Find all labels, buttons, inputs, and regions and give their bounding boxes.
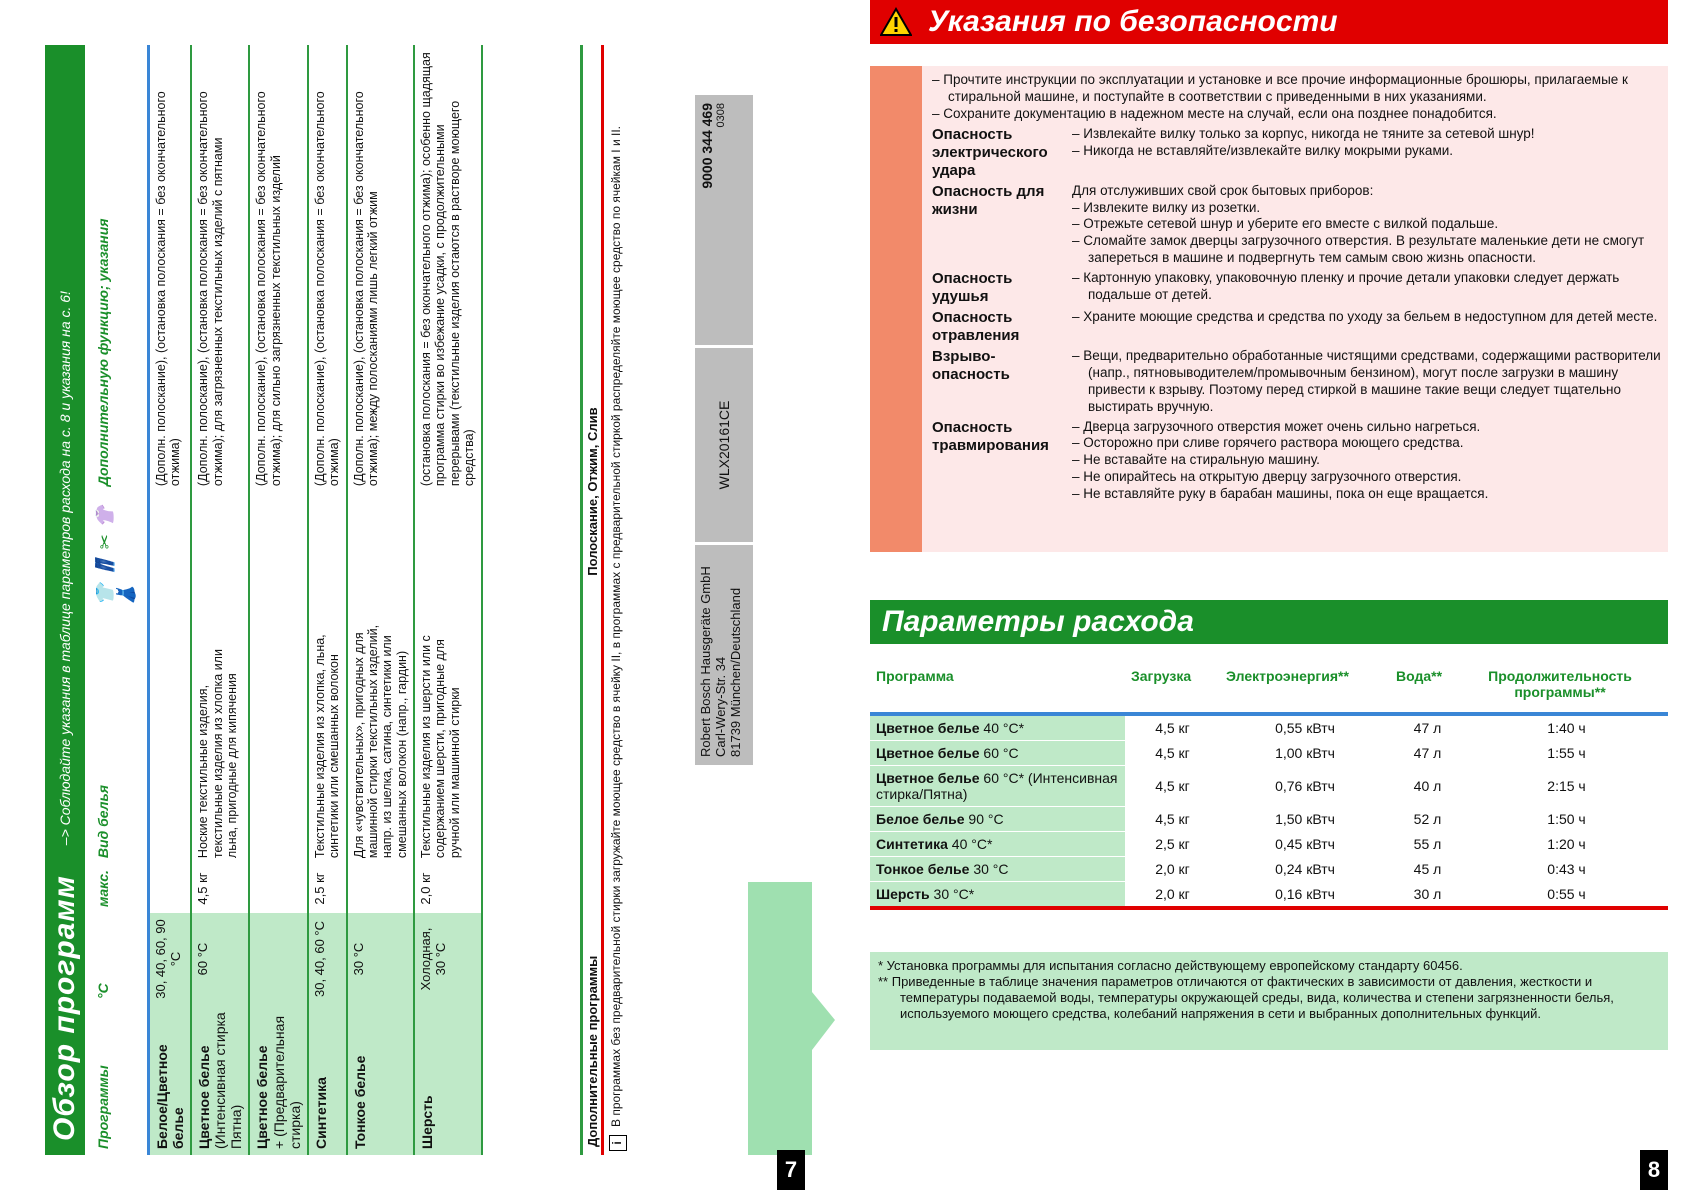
table-row: Белое белье 90 °C 4,5 кг 1,50 кВтч 52 л 1:50 ч xyxy=(870,807,1668,832)
table-row xyxy=(149,45,192,1155)
program-kind: Ноские текстильные изделия, текстильные изделия из хлопка или льна, пригодные для кипячения xyxy=(191,612,249,864)
hazard-block: Опасность удушья – Картонную упаковку, упаковочную пленку и прочие детали упаковки следует держать подальше от детей. xyxy=(932,270,1620,305)
program-kind: Текстильные изделия из шерсти или с содержанием шерсти, пригодные для ручной или машинной стирки xyxy=(414,612,482,864)
warning-icon xyxy=(880,7,912,37)
manufacturer-address: Robert Bosch Hausgeräte GmbH Carl-Wery-Str. 34 81739 München/Deutschland xyxy=(698,566,743,757)
col-func: Дополнительную функцию; указания xyxy=(85,45,149,492)
table-row: Цветное белье 40 °C* 4,5 кг 0,55 кВтч 47 л 1:40 ч xyxy=(870,714,1668,741)
safety-body xyxy=(870,66,1668,552)
col-duration: Продолжительность программы** xyxy=(1488,668,1632,700)
col-energy: Электроэнергия** xyxy=(1226,668,1349,684)
program-overview-table xyxy=(85,45,483,1155)
col-temp: °C xyxy=(85,913,149,1005)
program-temp: 60 °C xyxy=(191,913,249,1005)
program-name: Шерсть xyxy=(414,1005,482,1155)
hazard-block: Опасность для жизни Для отслуживших свой срок бытовых приборов: – Извлеките вилку из розетки. – Отрежьте сетевой шнур и уберите его вместе с вилкой подальше. – Сломайте замок дверцы загрузочного отверстия. В результате маленькие дети не смогут запереться в машине и подвергнуть тем самым свою жизнь опасности. xyxy=(932,182,1645,266)
program-name: Тонкое белье xyxy=(347,1005,415,1155)
program-kind xyxy=(249,612,307,864)
footnote: ** Приведенные в таблице значения параметров отличаются от фактических в зависимости от давления, жесткости и температуры подаваемой воды, температуры окружающей среды, вида, количества и степени загрязненности белья, используемого моющего средства, колебаний напряжения в сети и выбранных дополнительных функций. xyxy=(878,973,1614,1021)
document-code: 9000 344 469 0308 xyxy=(699,103,728,189)
table-row: Тонкое белье 30 °C 2,0 кг 0,24 кВтч 45 л 0:43 ч xyxy=(870,857,1668,882)
program-func: (Дополн. полоскание), (остановка полоскания = без окончательного отжима) xyxy=(308,45,347,492)
program-temp: 30, 40, 60 °C xyxy=(308,913,347,1005)
program-load: 2,0 кг xyxy=(414,864,482,913)
overview-header xyxy=(45,45,85,1155)
extra-programs-row xyxy=(580,45,604,1155)
overview-title: Обзор программ xyxy=(48,875,81,1141)
extra-programs-functions: Полоскание, Отжим, Слив xyxy=(584,407,600,576)
program-name: Цветное белье + (Предварительная стирка) xyxy=(249,1005,307,1155)
program-temp: 30 °C xyxy=(347,913,415,1005)
hazard-block: Опасность отравления – Храните моющие средства и средства по уходу за бельем в недоступном для детей месте. xyxy=(932,309,1658,344)
col-water: Вода** xyxy=(1396,668,1443,684)
table-row: Шерсть 30 °C* 2,0 кг 0,16 кВтч 30 л 0:55 ч xyxy=(870,882,1668,909)
params-title: Параметры расхода xyxy=(882,605,1194,638)
program-func: (Дополн. полоскание), (остановка полоскания = без окончательного отжима) xyxy=(149,45,192,492)
program-load xyxy=(149,864,192,913)
table-row xyxy=(347,45,415,1155)
program-name: Цветное белье (Интенсивная стирка Пятна) xyxy=(191,1005,249,1155)
table-row xyxy=(191,45,249,1155)
program-temp: Холодная, 30 °C xyxy=(414,913,482,1005)
overview-page xyxy=(45,45,845,1155)
footnotes xyxy=(870,952,1668,1050)
hazard-block: Опасность травмирования – Дверца загрузочного отверстия может очень сильно нагреться. – Осторожно при сливе горячего раствора моющего средства. – Не вставайте на стиральную машину. – Не опирайтесь на открытую дверцу загрузочного отверстия. – Не вставляйте руку в барабан машины, пока он еще вращается. xyxy=(932,418,1489,501)
col-program: Программы xyxy=(85,1005,149,1155)
program-load xyxy=(347,864,415,913)
program-func: (Дополн. полоскание), (остановка полоскания = без окончательного отжима); между полосканиями лишь легкий отжим xyxy=(347,45,415,492)
table-row: Цветное белье 60 °C 4,5 кг 1,00 кВтч 47 л 1:55 ч xyxy=(870,741,1668,766)
detergent-note-text: В программах без предварительной стирки загружайте моющее средство в ячейку II, в программах с предварительной стиркой распределяйте моющее средство по ячейкам I и II. xyxy=(609,126,623,1127)
program-temp xyxy=(249,913,307,1005)
program-func: (Дополн. полоскание), (остановка полоскания = без окончательного отжима); для загрязненных текстильных изделий с пятнами xyxy=(191,45,249,492)
table-row xyxy=(249,45,307,1155)
table-row: Синтетика 40 °C* 2,5 кг 0,45 кВтч 55 л 1:20 ч xyxy=(870,832,1668,857)
program-load xyxy=(249,864,307,913)
manufacturer-bar xyxy=(695,95,753,765)
overview-subtitle: –> Соблюдайте указания в таблице параметров расхода на с. 8 и указания на с. 6! xyxy=(57,291,73,846)
table-row xyxy=(414,45,482,1155)
params-column-headers xyxy=(870,668,1668,700)
detergent-note xyxy=(609,45,627,1155)
program-name: Белое/Цветное белье xyxy=(149,1005,192,1155)
col-load: макс. xyxy=(85,864,149,913)
program-kind: Текстильные изделия из хлопка, льна, синтетики или смешанных волокон xyxy=(308,612,347,864)
table-row: Цветное белье 60 °C* (Интенсивная стирка/Пятна) 4,5 кг 0,76 кВтч 40 л 2:15 ч xyxy=(870,766,1668,807)
program-func: (остановка полоскания = без окончательного отжима); особенно щадящая программа стирки во избежание усадки, с продолжительными перерывами (текстильные изделия остаются в растворе моющего средства) xyxy=(414,45,482,492)
model-number: WLX20161CE xyxy=(695,345,753,545)
col-load: Загрузка xyxy=(1131,668,1192,684)
program-kind: Для «чувствительных», пригодных для машинной стирки текстильных изделий, напр. из шелка, сатина, синтетики или смешанных волокон (напр., гардин) xyxy=(347,612,415,864)
program-func: (Дополн. полоскание), (остановка полоскания = без окончательного отжима); для сильно загрязненных текстильных изделий xyxy=(249,45,307,492)
params-header xyxy=(870,600,1668,644)
page-number-left: 7 xyxy=(777,1150,805,1190)
program-load: 2,5 кг xyxy=(308,864,347,913)
table-header-row xyxy=(85,45,149,1155)
col-kind: Вид белья xyxy=(85,612,149,864)
hazard-block: Опасность электрического удара – Извлекайте вилку только за корпус, никогда не тяните за сетевой шнур! – Никогда не вставляйте/извлекайте вилку мокрыми руками. xyxy=(932,125,1535,179)
laundry-icons: 👕👖✂👚👗 xyxy=(95,499,136,607)
col-program: Программа xyxy=(876,668,954,684)
info-icon: i xyxy=(609,1135,627,1151)
program-name: Синтетика xyxy=(308,1005,347,1155)
safety-title: Указания по безопасности xyxy=(928,5,1338,38)
footnote: * Установка программы для испытания согласно действующему европейскому стандарту 60456. xyxy=(878,958,1463,973)
safety-header xyxy=(870,0,1668,44)
table-row xyxy=(308,45,347,1155)
params-table xyxy=(870,712,1668,910)
safety-intro: – Прочтите инструкции по эксплуатации и установке и все прочие информационные брошюры, прилагаемые к стиральной машине, и поступайте в соответствии с приведенными в них указаниями. – Сохраните документацию в надежном месте на случай, если она позднее понадобится. xyxy=(932,72,1628,121)
program-temp: 30, 40, 60, 90 °C xyxy=(149,913,192,1005)
extra-programs-label: Дополнительные программы xyxy=(584,955,600,1147)
hazard-block: Взрыво-опасность – Вещи, предварительно обработанные чистящими средствами, содержащими растворители (напр., пятновыводителем/промывочным бензином), могут после загрузки в машину привести к взрыву. Поэтому перед стиркой в машине такие вещи следует тщательно выстирать вручную. xyxy=(932,348,1661,414)
page-number-right: 8 xyxy=(1640,1150,1668,1190)
program-load: 4,5 кг xyxy=(191,864,249,913)
program-kind xyxy=(149,612,192,864)
col-icons xyxy=(85,492,149,612)
